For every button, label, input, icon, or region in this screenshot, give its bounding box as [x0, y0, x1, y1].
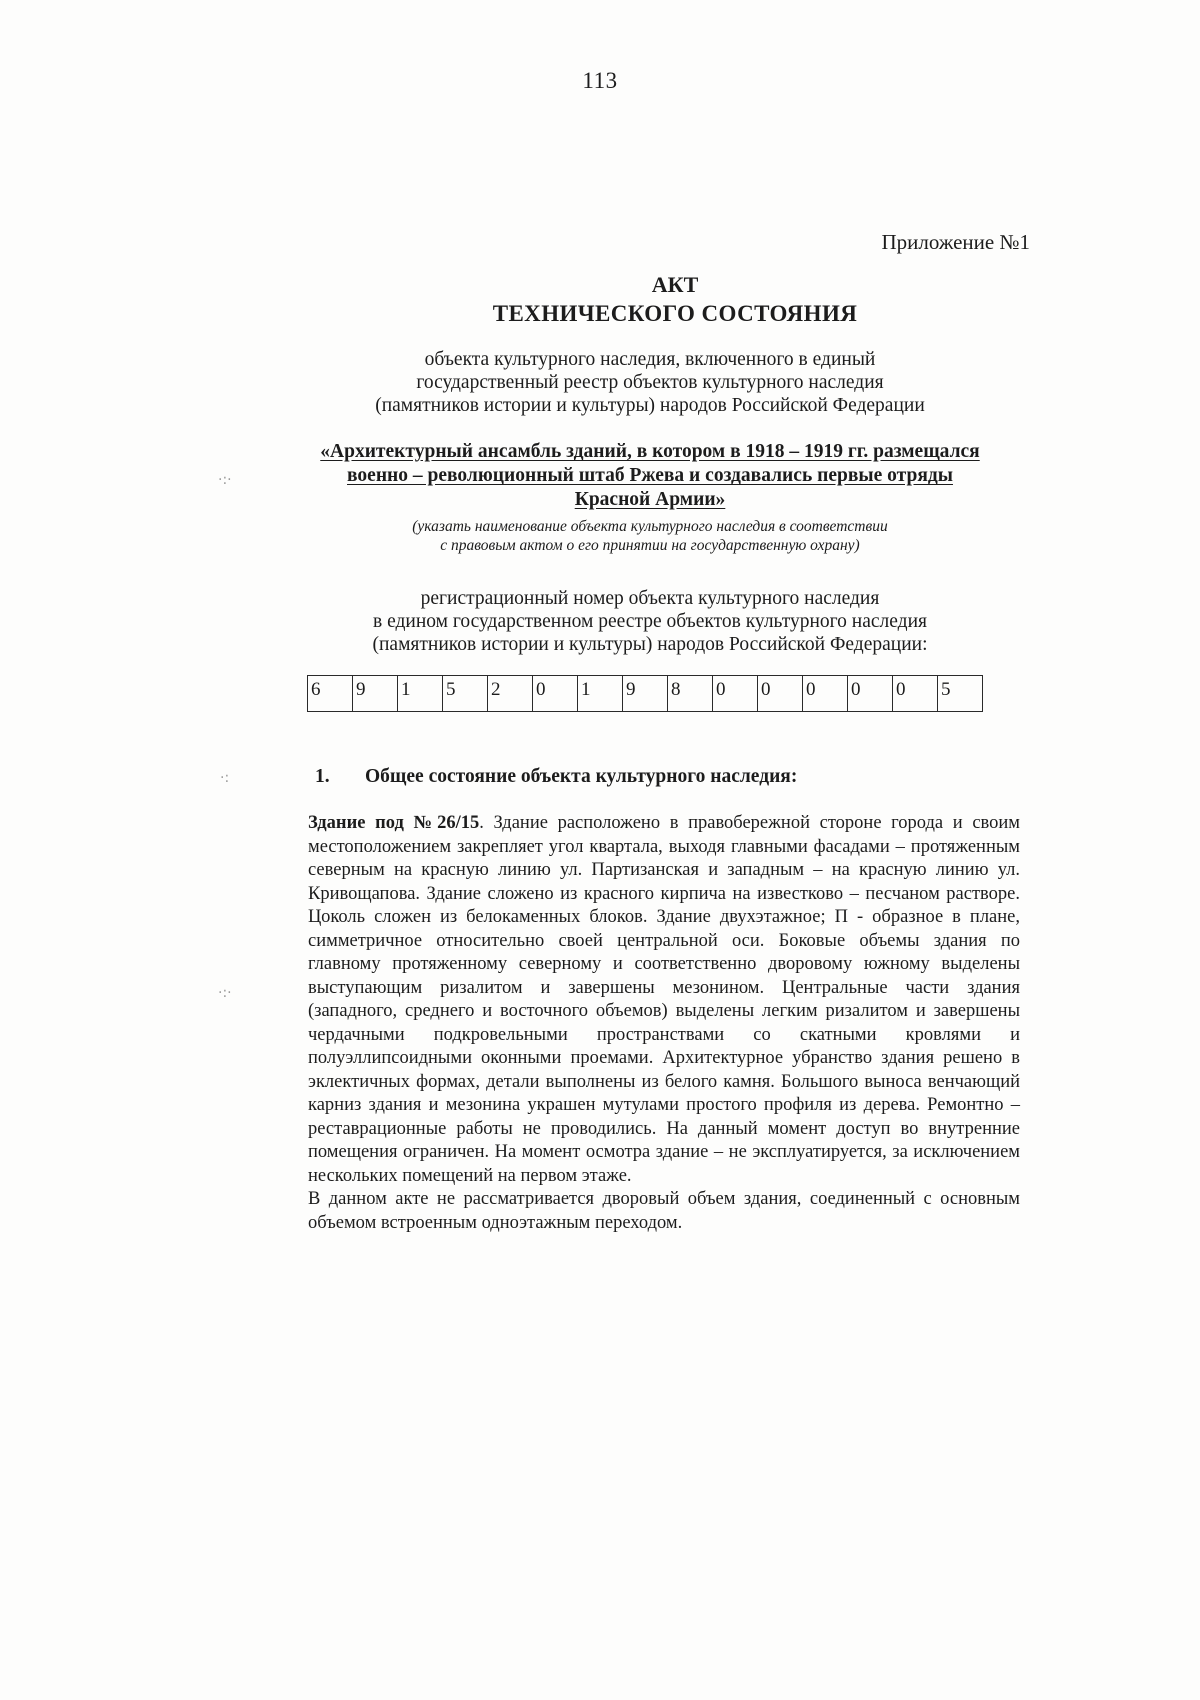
registration-digit: 5	[443, 676, 488, 712]
appendix-label: Приложение №1	[881, 230, 1030, 254]
section-heading	[315, 766, 797, 788]
section-body	[308, 812, 1020, 1235]
registration-digit: 1	[578, 676, 623, 712]
object-name-line: Красной Армии»	[574, 489, 726, 510]
building-label: Здание под №26/15	[308, 813, 480, 833]
object-name-line: военно – революционный штаб Ржева и создавались первые отряды	[347, 465, 953, 486]
registration-digit: 2	[488, 676, 533, 712]
section-number: 1.	[315, 766, 330, 787]
object-hint-line: с правовым актом о его принятии на государственную охрану)	[440, 537, 860, 554]
registration-number-table	[307, 675, 983, 712]
object-name	[270, 440, 1030, 512]
registration-digit: 0	[848, 676, 893, 712]
registration-digit: 0	[803, 676, 848, 712]
registration-number-row	[308, 676, 983, 712]
registration-digit: 0	[533, 676, 578, 712]
registration-caption-line: регистрационный номер объекта культурного наследия	[420, 588, 880, 609]
registration-digit: 1	[398, 676, 443, 712]
scan-speck: ·:·	[218, 472, 232, 488]
object-description-line: (памятников истории и культуры) народов Российской Федерации	[375, 395, 925, 416]
scan-speck: ·:·	[218, 985, 232, 1001]
body-paragraph	[308, 812, 1020, 1188]
registration-digit: 5	[938, 676, 983, 712]
body-paragraph: В данном акте не рассматривается дворовый объем здания, соединенный с основным объемом встроенным одноэтажным переходом.	[308, 1189, 1020, 1233]
section-title: Общее состояние объекта культурного наследия:	[365, 766, 798, 787]
registration-caption-line: (памятников истории и культуры) народов Российской Федерации:	[372, 634, 928, 655]
object-description-line: государственный реестр объектов культурного наследия	[416, 372, 884, 393]
page-number: 113	[582, 68, 618, 93]
registration-digit: 9	[623, 676, 668, 712]
registration-caption	[270, 587, 1030, 656]
object-name-line: «Архитектурный ансамбль зданий, в котором в 1918 – 1919 гг. размещался	[320, 441, 980, 462]
act-title: АКТ	[651, 272, 699, 297]
registration-digit: 8	[668, 676, 713, 712]
object-description-line: объекта культурного наследия, включенного в единый	[424, 349, 876, 370]
object-name-hint	[270, 517, 1030, 555]
registration-digit: 9	[353, 676, 398, 712]
registration-digit: 0	[758, 676, 803, 712]
object-description	[270, 348, 1030, 417]
scan-speck: ·:	[220, 770, 230, 786]
registration-caption-line: в едином государственном реестре объектов культурного наследия	[373, 611, 927, 632]
registration-digit: 0	[713, 676, 758, 712]
act-subtitle-heading: ТЕХНИЧЕСКОГО СОСТОЯНИЯ	[492, 301, 858, 326]
registration-digit: 6	[308, 676, 353, 712]
object-hint-line: (указать наименование объекта культурного наследия в соответствии	[412, 518, 888, 535]
registration-digit: 0	[893, 676, 938, 712]
building-description: . Здание расположено в правобережной стороне города и своим местоположением закрепляет угол квартала, выходя главными фасадами – протяженным северным на красную линию ул. Партизанская и западным – на красную линию ул. Кривощапова. Здание сложено из красного кирпича на известково – песчаном растворе. Цоколь сложен из белокаменных блоков. Здание двухэтажное; П - образное в плане, симметричное относительно своей центральной оси. Боковые объемы здания по главному протяженному северному и соответственно дворовому южному выделены выступающим ризалитом и завершены мезонином. Центральные части здания (западного, среднего и восточного объемов) выделены легким ризалитом и завершены чердачными подкровельными пространствами со скатными кровлями и полуэллипсоидными оконными проемами. Архитектурное убранство здания решено в эклектичных формах, детали выполнены из белого камня. Большого выноса венчающий карниз здания и мезонина украшен мутулами простого профиля из дерева. Ремонтно – реставрационные работы не проводились. На данный момент доступ во внутренние помещения ограничен. На момент осмотра здание – не эксплуатируется, за исключением нескольких помещений на первом этаже.	[308, 813, 1020, 1186]
